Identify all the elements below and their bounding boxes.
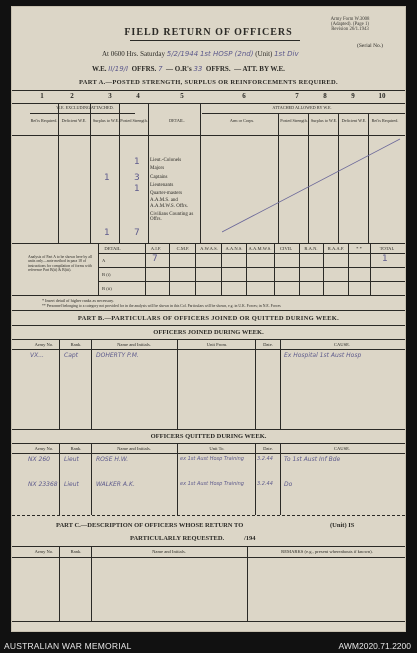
rule [221, 243, 222, 295]
rule [195, 243, 196, 295]
joined-col-header: Name and Initials. [117, 342, 151, 347]
analysis-col-header: DETAIL [104, 246, 121, 251]
caption-accession-number: AWM2020.71.2200 [338, 641, 411, 651]
rule [370, 243, 371, 295]
rule [91, 546, 92, 621]
rule [348, 243, 349, 295]
date-handwritten: 5/2/1944 [166, 50, 199, 58]
joined-col-header: Army No. [34, 342, 54, 347]
rule [59, 443, 60, 515]
quitted-col-header: Unit To. [209, 446, 225, 451]
analysis-hand-number: 7 [152, 254, 158, 264]
joined-col-header: Unit From. [206, 342, 228, 347]
we-label: W.E. [92, 65, 107, 73]
quitted-col-header: Rank. [70, 446, 82, 451]
quitted-rank: Lieut [64, 456, 79, 463]
dashed-rule [12, 515, 405, 516]
quitted-rank: Lieut [64, 481, 79, 488]
rule [58, 103, 59, 243]
hand-number: 1 [104, 228, 110, 238]
col-number: 5 [180, 92, 184, 100]
quitted-unit: ex 1st Aust Hosp Training [180, 456, 244, 462]
footnote-2: ** Personnel belonging to a category not provided for in the analysis will be shown in this Col. Particulars will be shown, e.g. in U.K. Forces; in N.E. Forces [42, 304, 281, 308]
unit-handwritten-2: 1st Div [274, 50, 299, 58]
caption-institution: AUSTRALIAN WAR MEMORIAL [4, 641, 132, 651]
quitted-col-header: Name and Initials. [117, 446, 151, 451]
col-number: 1 [40, 92, 44, 100]
quitted-col-header: Date. [263, 446, 273, 451]
analysis-row-label: A [102, 258, 106, 263]
ors-label: O.R's [174, 65, 192, 73]
quitted-name: ROSE H.W. [96, 456, 129, 463]
analysis-col-header: R.A.A.F. [327, 246, 345, 251]
rule [91, 443, 92, 515]
col-number: 7 [295, 92, 299, 100]
rank-quarter-masters: Quarter-masters [150, 191, 183, 197]
col-number: 10 [378, 92, 386, 100]
rule [119, 103, 120, 243]
rule [280, 339, 281, 429]
rule [98, 243, 99, 295]
joined-rank: Capt [64, 352, 79, 359]
rule [12, 135, 405, 136]
quitted-army-no: NX 260 [28, 456, 50, 463]
rule [12, 429, 405, 430]
rank-lieutenants: Lieutenants [150, 182, 174, 188]
rule [145, 243, 146, 295]
rule [12, 103, 405, 104]
quitted-date: 3.2.44 [257, 481, 273, 487]
rule [90, 103, 91, 243]
col2-header: Deficient W.E. [61, 118, 87, 123]
analysis-row-label: B (i) [102, 272, 111, 277]
rule [323, 243, 324, 295]
rank-list [150, 157, 202, 223]
part-b-heading: PART B.—PARTICULARS OF OFFICERS JOINED OR QUITTED DURING WEEK. [77, 315, 340, 322]
footnote-1: * Insert detail of higher ranks as necessary. [42, 298, 115, 303]
col4-header: Posted Strength. [120, 118, 148, 123]
unit-handwritten: 1st HOSP (2nd) [199, 50, 254, 58]
quitted-col-header: CAUSE. [333, 446, 351, 451]
rule [12, 295, 405, 296]
hand-number: 7 [134, 228, 140, 238]
rule [177, 339, 178, 429]
analysis-col-header: A.A.M.W.S. [248, 246, 272, 251]
rule [12, 443, 405, 444]
serial-label: (Serial No.) [357, 43, 383, 49]
archive-caption-bar [0, 640, 417, 653]
we-handwritten: II/19/I [108, 65, 129, 73]
joined-name: DOHERTY P.M. [96, 352, 139, 359]
part-c-requested: PARTICULARLY REQUESTED. [130, 535, 225, 542]
hand-number: 1 [134, 184, 140, 194]
rule [59, 339, 60, 429]
rule [255, 339, 256, 429]
rule [202, 113, 405, 114]
joined-col-header: Rank. [70, 342, 82, 347]
col10-header: Ret'ts Required. [371, 118, 399, 123]
header-line-date-unit [102, 50, 299, 58]
hand-number: 1 [134, 157, 140, 167]
rule [12, 621, 405, 622]
part-c-col-header: Army No. [34, 549, 54, 554]
quitted-army-no: NX 23368 [28, 481, 58, 488]
col-number: 9 [351, 92, 355, 100]
rule [12, 453, 405, 454]
analysis-row-label: B (ii) [102, 286, 112, 291]
rule [148, 103, 149, 243]
document-sheet [11, 6, 406, 632]
rank-civilians: Civilians Counting as Offrs. [150, 211, 194, 223]
quitted-heading: OFFICERS QUITTED DURING WEEK. [150, 433, 267, 440]
analysis-col-header: C.M.F. [176, 246, 190, 251]
part-a-top-rule [12, 90, 405, 91]
rank-majors: Majors [150, 166, 165, 172]
joined-col-header: Date. [263, 342, 273, 347]
form-title: FIELD RETURN OF OFFICERS [124, 27, 293, 38]
header-line-we: W.E. II/19/I OFFRS. 7 — O.R's 33 OFFRS. — ATT. BY W.E. [92, 65, 285, 73]
col-number: 6 [242, 92, 246, 100]
rank-lieut-colonels: Lieut.-Colonels [150, 158, 182, 163]
quitted-cause: Do [284, 481, 293, 488]
rule [255, 443, 256, 515]
rule [299, 243, 300, 295]
col9-header: Deficient W.E. [341, 118, 367, 123]
rule [91, 339, 92, 429]
col3-header: Surplus to W.E. [92, 118, 120, 123]
analysis-col-header: A.I.F. [150, 246, 162, 251]
rule [246, 243, 247, 295]
col-number: 4 [136, 92, 140, 100]
we-excluding-label: W.E. EXCLUDING ATTACHED. [56, 105, 114, 110]
rule [12, 546, 405, 547]
col5-header: DETAIL. [169, 118, 185, 123]
rule [12, 310, 405, 311]
col-number: 8 [323, 92, 327, 100]
analysis-hand-number: 1 [382, 254, 388, 264]
col6-header: Arm or Corps. [229, 118, 255, 123]
part-c-heading-suffix: (Unit) IS [330, 522, 355, 529]
att-label: ATT. BY W.E. [242, 65, 285, 73]
rule [59, 546, 60, 621]
quitted-cause: To 1st Aust Inf Bde [284, 456, 341, 463]
rank-aams: A.A.M.S. and A.A.M.W.S. Offrs. [150, 198, 188, 210]
rule [169, 243, 170, 295]
part-c-heading-prefix: PART C.—DESCRIPTION OF OFFICERS WHOSE RETURN TO [56, 522, 244, 529]
rule [177, 443, 178, 515]
analysis-col-header: R.A.N. [304, 246, 318, 251]
rule [12, 557, 405, 558]
joined-col-header: CAUSE. [333, 342, 351, 347]
army-form-number: Army Form W.3008 (Adapted). (Page 1) Revision 26/1.1943 [330, 17, 370, 33]
diagonal-strike-line [222, 137, 402, 237]
ors-handwritten: 33 [193, 65, 203, 73]
attached-allowed-label: ATTACHED ALLOWED BY W.E. [272, 105, 332, 110]
offrs2-label: OFFRS. [205, 65, 231, 73]
analysis-col-header: A.W.A.S. [200, 246, 218, 251]
joined-army-no: VX... [30, 352, 44, 359]
hand-number: 1 [104, 173, 110, 183]
unit-label: (Unit) [255, 50, 273, 58]
rule [280, 443, 281, 515]
joined-cause: Ex Hospital 1st Aust Hosp [284, 352, 362, 359]
analysis-col-header: TOTAL [379, 246, 395, 251]
offrs-label: OFFRS. [131, 65, 157, 73]
part-c-col-header: Rank. [70, 549, 82, 554]
rule [12, 325, 405, 326]
col8-header: Surplus to W.E. [310, 118, 338, 123]
quitted-name: WALKER A.K. [96, 481, 135, 488]
quitted-date: 3.2.44 [257, 456, 273, 462]
quitted-unit: ex 1st Aust Hosp Training [180, 481, 244, 487]
rank-captains: Captains [150, 174, 168, 180]
analysis-col-header: A.A.N.S. [225, 246, 243, 251]
part-c-col-header: REMARKS (e.g., present whereabouts if known). [281, 549, 373, 554]
joined-heading: OFFICERS JOINED DURING WEEK. [153, 329, 264, 336]
rule [12, 243, 405, 244]
analysis-col-header: * * [356, 246, 362, 251]
rule [274, 243, 275, 295]
analysis-note: Analysis of Part A to be shown here by all units only—note method in para 18 of instructions for compilation of forms with reference Part B(ii) & B(iii). [28, 255, 93, 273]
analysis-col-header: CIVIL [279, 246, 293, 251]
col-number: 3 [108, 92, 112, 100]
col-number: 2 [70, 92, 74, 100]
rule [12, 339, 405, 340]
rule [247, 546, 248, 621]
part-c-col-header: Name and Initials. [152, 549, 186, 554]
title-underline [130, 40, 300, 41]
at-label: At 0600 Hrs. Saturday [102, 50, 165, 58]
part-a-column-numbers [12, 92, 405, 102]
col1-header: Ret'ts Required. [30, 118, 58, 123]
quitted-col-header: Army No. [34, 446, 54, 451]
offrs-handwritten: 7 [158, 65, 163, 73]
col7-header: Posted Strength. [280, 118, 308, 123]
hand-number: 3 [134, 173, 140, 183]
part-c-date: /194 [244, 535, 256, 542]
part-a-heading: PART A.—POSTED STRENGTH, SURPLUS OR REINFORCEMENTS REQUIRED. [79, 79, 338, 86]
rule [12, 349, 405, 350]
